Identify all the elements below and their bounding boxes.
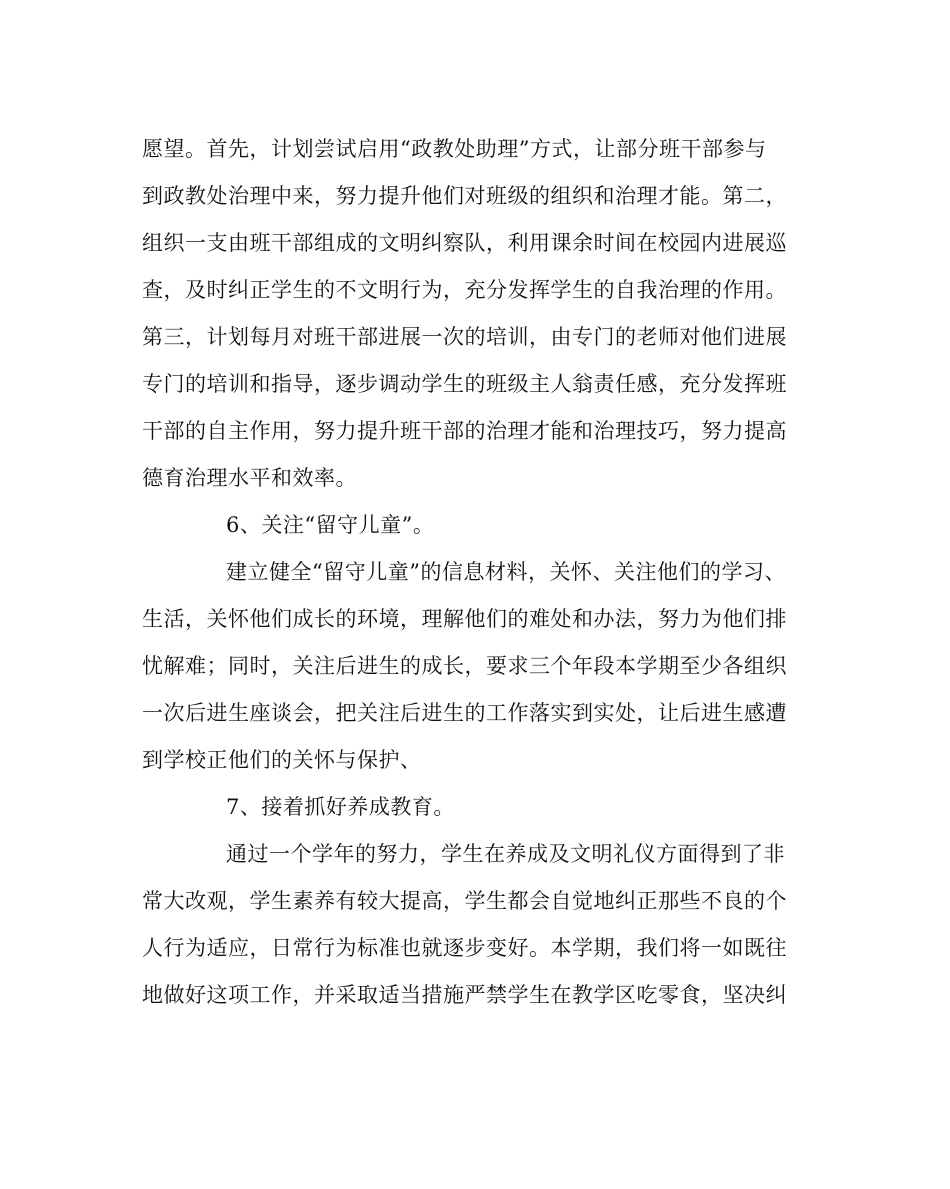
text-line: 干部的自主作用，努力提升班干部的治理才能和治理技巧，努力提高 xyxy=(142,419,787,443)
text-line: 查，及时纠正学生的不文明行为，充分发挥学生的自我治理的作用。 xyxy=(142,278,787,302)
section-heading: 7、接着抓好养成教育。 xyxy=(226,795,455,819)
text-line: 忧解难；同时，关注后进生的成长，要求三个年段本学期至少各组织 xyxy=(142,654,787,678)
text-line: 到政教处治理中来，努力提升他们对班级的组织和治理才能。第二， xyxy=(142,184,787,208)
text-line: 常大改观，学生素养有较大提高，学生都会自觉地纠正那些不良的个 xyxy=(142,889,787,913)
text-line: 生活，关怀他们成长的环境，理解他们的难处和办法，努力为他们排 xyxy=(142,607,787,631)
section-heading: 6、关注“留守儿童”。 xyxy=(226,513,435,537)
text-line: 组织一支由班干部组成的文明纠察队，利用课余时间在校园内进展巡 xyxy=(142,231,787,255)
text-line: 通过一个学年的努力，学生在养成及文明礼仪方面得到了非 xyxy=(226,842,785,866)
text-line: 建立健全“留守儿童”的信息材料，关怀、关注他们的学习、 xyxy=(226,560,786,584)
text-line: 地做好这项工作，并采取适当措施严禁学生在教学区吃零食，坚决纠 xyxy=(142,983,787,1007)
body-text xyxy=(142,126,832,1019)
text-line: 到学校正他们的关怀与保护、 xyxy=(142,748,422,772)
text-line: 一次后进生座谈会，把关注后进生的工作落实到实处，让后进生感遭 xyxy=(142,701,787,725)
text-line: 第三，计划每月对班干部进展一次的培训，由专门的老师对他们进展 xyxy=(142,325,787,349)
text-line: 人行为适应，日常行为标准也就逐步变好。本学期，我们将一如既往 xyxy=(142,936,787,960)
text-line: 德育治理水平和效率。 xyxy=(142,466,357,490)
text-line: 专门的培训和指导，逐步调动学生的班级主人翁责任感，充分发挥班 xyxy=(142,372,787,396)
text-line: 愿望。首先，计划尝试启用“政教处助理”方式，让部分班干部参与 xyxy=(142,137,767,161)
